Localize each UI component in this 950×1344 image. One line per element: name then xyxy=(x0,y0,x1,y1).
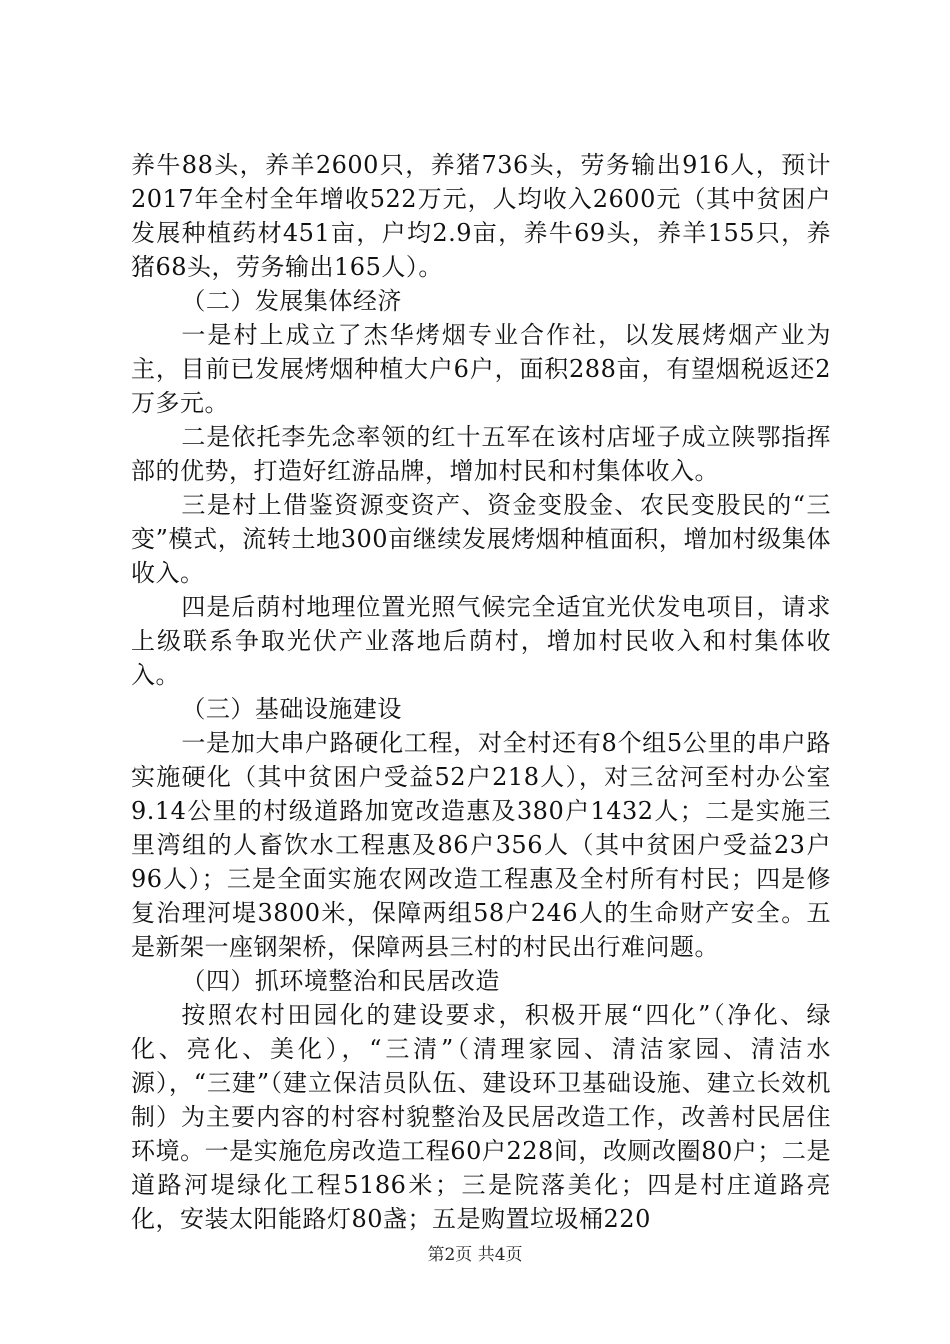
paragraph-infrastructure-projects: 一是加大串户路硬化工程，对全村还有8个组5公里的串户路实施硬化（其中贫困户受益52户218人），对三岔河至村办公室9.14公里的村级道路加宽改造惠及380户1432人；二是实施三里湾组的人畜饮水工程惠及86户356人（其中贫困户受益23户96人）；三是全面实施农网改造工程惠及全村所有村民；四是修复治理河堤3800米，保障两组58户246人的生命财产安全。五是新架一座钢架桥，保障两县三村的村民出行难问题。 xyxy=(131,729,831,961)
paragraph-livestock-income: 养牛88头，养羊2600只，养猪736头，劳务输出916人，预计2017年全村全年增收522万元，人均收入2600元（其中贫困户发展种植药材451亩，户均2.9亩，养牛69头，养羊155只，养猪68头，劳务输出165人）。 xyxy=(131,151,831,281)
page-footer: 第2页 共4页 xyxy=(427,1245,523,1265)
paragraph-red-tourism: 二是依托李先念率领的红十五军在该村店垭子成立陕鄂指挥部的优势，打造好红游品牌，增加村民和村集体收入。 xyxy=(131,423,831,485)
section-heading-environment: （四）抓环境整治和民居改造 xyxy=(181,967,500,995)
paragraph-photovoltaic: 四是后荫村地理位置光照气候完全适宜光伏发电项目，请求上级联系争取光伏产业落地后荫村，增加村民收入和村集体收入。 xyxy=(131,593,831,689)
paragraph-environment-renovation: 按照农村田园化的建设要求，积极开展“四化”（净化、绿化、亮化、美化），“三清”（清理家园、清洁家园、清洁水源），“三建”（建立保洁员队伍、建设环卫基础设施、建立长效机制）为主要内容的村容村貌整治及民居改造工作，改善村民居住环境。一是实施危房改造工程60户228间，改厕改圈80户；二是道路河堤绿化工程5186米；三是院落美化；四是村庄道路亮化，安装太阳能路灯80盏；五是购置垃圾桶220 xyxy=(131,1001,831,1233)
paragraph-tobacco-cooperative: 一是村上成立了杰华烤烟专业合作社，以发展烤烟产业为主，目前已发展烤烟种植大户6户，面积288亩，有望烟税返还2万多元。 xyxy=(131,321,831,417)
section-heading-collective-economy: （二）发展集体经济 xyxy=(181,287,402,315)
section-heading-infrastructure: （三）基础设施建设 xyxy=(181,695,402,723)
document-body xyxy=(131,148,831,1236)
paragraph-three-changes: 三是村上借鉴资源变资产、资金变股金、农民变股民的“三变”模式，流转土地300亩继续发展烤烟种植面积，增加村级集体收入。 xyxy=(131,491,831,587)
